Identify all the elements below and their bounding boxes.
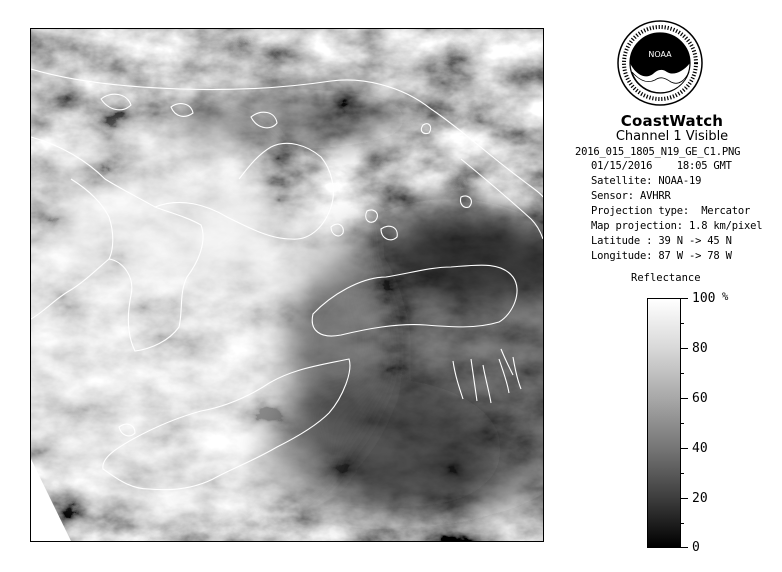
noaa-logo — [617, 20, 703, 106]
colorbar-unit: % — [722, 291, 729, 303]
colorbar-tick — [680, 298, 688, 299]
colorbar-tick — [680, 448, 688, 449]
latitude-text: Latitude : 39 N -> 45 N — [591, 235, 732, 247]
colorbar-tick — [680, 547, 688, 548]
metadata-list — [591, 159, 778, 264]
projection-type-text: Projection type: Mercator — [591, 205, 751, 217]
satellite-image — [30, 28, 544, 542]
colorbar-tick — [680, 498, 688, 499]
colorbar-tick-label: 0 — [692, 540, 700, 555]
map-projection-text: Map projection: 1.8 km/pixel — [591, 220, 763, 232]
colorbar-tick-label: 40 — [692, 441, 708, 456]
datetime-text: 01/15/2016 18:05 GMT — [591, 160, 732, 172]
colorbar-tick-label: 20 — [692, 491, 708, 506]
colorbar-tick — [680, 398, 688, 399]
colorbar-tick — [680, 523, 684, 524]
sensor-text: Sensor: AVHRR — [591, 190, 671, 202]
colorbar-tick — [680, 373, 684, 374]
colorbar-tick-label: 60 — [692, 391, 708, 406]
colorbar-tick — [680, 423, 684, 424]
satellite-image-canvas — [31, 29, 543, 541]
image-filename: 2016_015_1805_N19_GE_C1.PNG — [575, 146, 741, 158]
colorbar — [647, 298, 681, 548]
colorbar-title: Reflectance — [631, 272, 701, 284]
brand-title: CoastWatch — [620, 112, 724, 130]
longitude-text: Longitude: 87 W -> 78 W — [591, 250, 732, 262]
colorbar-tick — [680, 348, 688, 349]
colorbar-tick — [680, 323, 684, 324]
colorbar-tick — [680, 473, 684, 474]
colorbar-tick-label: 100 — [692, 291, 716, 306]
channel-title: Channel 1 Visible — [615, 129, 729, 144]
logo-center-text: NOAA — [648, 50, 672, 59]
satellite-text: Satellite: NOAA-19 — [591, 175, 702, 187]
metadata-panel — [556, 112, 778, 264]
colorbar-tick-label: 80 — [692, 341, 708, 356]
